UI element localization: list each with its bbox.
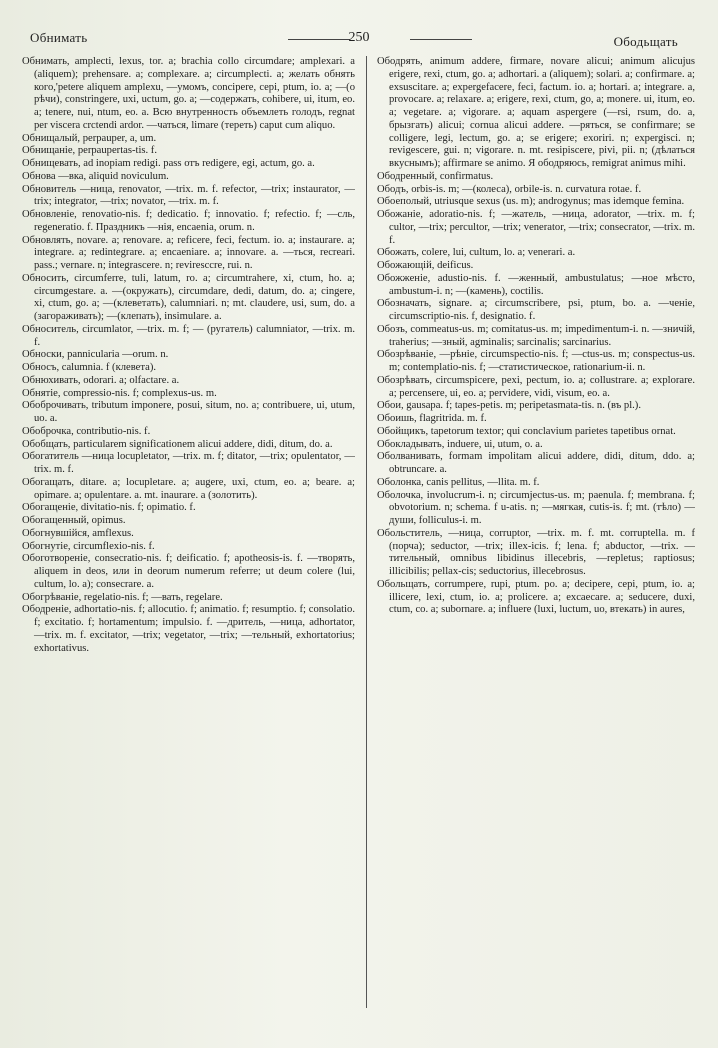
dictionary-entry: Обогащать, ditare. a; locupletare. a; augere, uxi, ctum, eo. a; beare. a; opimare. a; opulentare. a. mt. inaurare. a (золотить). [22,476,355,501]
dictionary-entry: Обновленіе, renovatio-nis. f; dedicatio. f; innovatio. f; refectio. f; —сль, regeneratio. f. Праздникъ —нія, encaenia, orum. n. [22,209,355,233]
dictionary-entry: Обозначать, signare. a; circumscribere, psi, ptum, bo. a. —ченіе, circumscriptio-nis. f, designatio. f. [377,298,695,322]
dictionary-entry: Обносить, circumferre, tuli, latum, ro. a; circumtrahere, xi, ctum, ho. a; circumgestare. a. —(окружать), circumdare, dedi, datum, do. a; cingere, xi, ctum, go. a; —(клеветать), calumniari. n; mt. claudere, usi, sum, do. a (загораживать); —(клепать), insimulare. a. [22,272,355,322]
dictionary-entry: Обновлять, novare. a; renovare. a; reficere, feci, fectum. io. a; instaurare. a; integrare. a; redintegrare. a; encaeniare. a; innovare. a. —ться, recreari. pass.; vernare. n; integrascere. n; reviresccre, rui. n. [22,234,355,271]
dictionary-entry: Обнищевать, ad inopiam redigi. pass отъ redigere, egi, actum, go. a. [22,158,315,169]
dictionary-entry: Ободренный, confirmatus. [377,170,494,182]
dictionary-entry: Ободъ, orbis-is. m; —(колеса), orbile-is. n. curvatura rotae. f. [377,183,642,195]
dictionary-entry: Обоброчивать, tributum imponere, posui, situm, no. a; contribuere, ui, utum, uo. a. [22,400,355,424]
page-number: 250 [348,30,370,45]
dictionary-entry: Обнова —вка, aliquid noviculum. [22,170,169,182]
page-header [18,30,700,50]
dictionary-entry: Обоишь, flagritrida. m. f. [377,413,487,424]
column-divider [366,56,367,1008]
dictionary-entry: Обожаніе, adoratio-nis. f; —жатель, —ница, adorator, —trix. m. f; cultor, —trix; percultor, —trix; venerator, —trix; consecrator, —trix. m. f. [377,209,695,246]
dictionary-entry: Обнищалый, perpauper, a, um. [22,132,157,144]
dictionary-entry: Обогрѣваніе, regelatio-nis. f; —вать, regelare. [22,591,223,603]
dictionary-entry: Оболванивать, formam impolitam alicui addere, didi, ditum, ddo. a; obtruncare. a. [377,451,695,475]
dictionary-entry: Обокладывать, induere, ui, utum, o. a. [377,438,543,450]
dictionary-entry: Обнюхивать, odorari. a; olfactare. a. [22,374,180,386]
dictionary-entry: Обнимать, amplecti, lexus, tor. a; brachia collo circumdare; amplexari. a (aliquem); prehensare. a; complexare. a; circumplecti. a; желать обнять кого,'petere aliquem amplexu, —умомъ, concipere, cepi, ptum, io. a; —(о рѣчи), constringere, uxi, uctum, go. a; —содержать, cohibere, ui, itum, eo. a; tenere, nui, ntum, eo. a. Всю внутренность объемлеть голодъ, regnat per viscera crctendi ardor. —чаться, limare (тереть) caput cum aliquo. [22,56,355,131]
dictionary-entry: Обозрѣваніе, —рѣніе, circumspectio-nis. f; —ctus-us. m; conspectus-us. m; contemplatio-nis. f; —статистическое, rationarium-ii. n. [377,349,695,373]
dictionary-entry: Обои, gausapa. f; tapes-petis. m; peripetasmata-tis. n. (въ pl.). [377,400,641,412]
dictionary-entry: Обобщать, particularem significationem alicui addere, didi, ditum, do. a. [22,438,333,450]
dictionary-entry: Обожающій, deificus. [377,260,474,271]
dictionary-entry: Обогащенный, opimus. [22,515,126,526]
dictionary-entry: Обойщикъ, tapetorum textor; qui conclavium parietes tapetibus ornat. [377,425,676,437]
dictionary-entry: Оболонка, canis pellitus, —llita. m. f. [377,476,540,488]
dictionary-entry: Обольститель, —ница, corruptor, —trix. m. f. mt. corruptella. m. f (порча); seductor, —trix; illex-icis. f; lena. f; abductor, —trix. —тительный, omnibus libidinus illecebris, —repletus; raptiosus; illicibilis; pellax-cis; seductorius, illecebrosus. [377,527,695,577]
dictionary-entry: Обозрѣвать, circumspicere, pexi, pectum, io. a; collustrare. a; explorare. a; percensere, ui, eo. a; pervidere, vidi, visum, eo. a. [377,374,695,399]
dictionary-entry: Обогнувшійся, amflexus. [22,527,134,539]
dictionary-entry: Обнятіе, compressio-nis. f; complexus-us. m. [22,387,217,399]
dictionary-entry: Обожженіе, adustio-nis. f. —женный, ambustulatus; —ное мѣсто, ambustum-i. n; —(камень), coctilis. [377,272,695,297]
dictionary-entry: Обожать, colere, lui, cultum, lo. a; venerari. a. [377,247,576,259]
left-column [22,56,355,1038]
dictionary-entry: Обозъ, commeatus-us. m; comitatus-us. m; impedimentum-i. n. —зничій, traherius; —зный, agminalis; sarcinalis; sarcinarius. [377,323,695,348]
header-right-guideword: Ободьщать [613,34,678,49]
dictionary-entry: Ободрять, animum addere, firmare, novare alicui; animum alicujus erigere, rexi, ctum, go. a; adhortari. a (aliquem); solari. a; confirmare. a; exsuscitare. a; expergefacere, feci, factum. io. a; hortari. a; integrare. a, provocare. a; relaxare. a; erigere, rexi, ctum, go, a; monere. ui, itum, eo. a; vegetare. a; vigorare. a; aquam aspergere (—rsi, rsum, do. a, брызгать) alicui; cornua alicui addere. —ряться, se confirmare; se colligere, legi, lectum, go. a; se erigere; exoriri. n; expergisci. n; revigescere, gui. n; vigorare. n. mt. resipiscere, pivi, pii. n; (дѣлаться вкуснымъ); affirmare se animo. Я ободряюсь, remigrat animus mihi. [377,56,695,169]
dictionary-entry: Обновитель —ница, renovator, —trix. m. f. refector, —trix; instaurator, —trix; integrator, —trix; novator, —trix. m. f. [22,183,355,208]
dictionary-entry: Обогатитель —ница locupletator, —trix. m. f; ditator, —trix; opulentator, —trix. m. f. [22,451,355,475]
dictionary-entry: Обносъ, calumnia. f (клевета). [22,362,156,373]
dictionary-entry: Обнищаніе, perpaupertas-tis. f. [22,145,157,157]
dictionary-entry: Обноситель, circumlator, —trix. m. f; — (ругатель) calumniator, —trix. m. f. [22,323,355,348]
header-left-guideword: Обнимать [30,30,88,45]
dictionary-entry: Обоготвореніе, consecratio-nis. f; deificatio. f; apotheosis-is. f. —творять, aliquem in deos, или in deorum numerum referre; ut deum colere (lui, cultum, lo. a); consecrare. a. [22,553,355,590]
dictionary-entry: Обогащеніе, divitatio-nis. f; opimatio. f. [22,502,196,514]
dictionary-entry: Обольщать, corrumpere, rupi, ptum. po. a; decipere, cepi, ptum, io. a; illicere, lexi, ctum, io. a; prolicere. a; excaecare. a; seducere, duxi, ctum, co. a; subornare. a; influere (luxi, luctum, uo, втекать) in aures, [377,578,695,616]
dictionary-entry: Обогнутіе, circumflexio-nis. f. [22,540,155,552]
dictionary-entry: Обоеполый, utriusque sexus (us. m); androgynus; mas idemque femina. [377,196,685,208]
header-rule-right [410,39,472,40]
right-column [377,56,695,1038]
dictionary-entry: Обноски, pannicularia —orum. n. [22,349,169,361]
dictionary-entry: Ободреніе, adhortatio-nis. f; allocutio. f; animatio. f; resumptio. f; consolatio. f; excitatio. f; hortamentum; impulsio. f. —дритель, —ница, adhortator, —trix. m. f. excitator, —trix; vegetator, —trix; —тельный, exhortatorius; exhortativus. [22,604,355,654]
dictionary-entry: Обоброчка, contributio-nis. f. [22,425,151,437]
dictionary-entry: Оболочка, involucrum-i. n; circumjectus-us. m; paenula. f; membrana. f; obvotorium. n; schema. f u-atis. n; —мягкая, cutis-is. f; mt. (тѣло) —души, folliculus-i. m. [377,489,695,526]
